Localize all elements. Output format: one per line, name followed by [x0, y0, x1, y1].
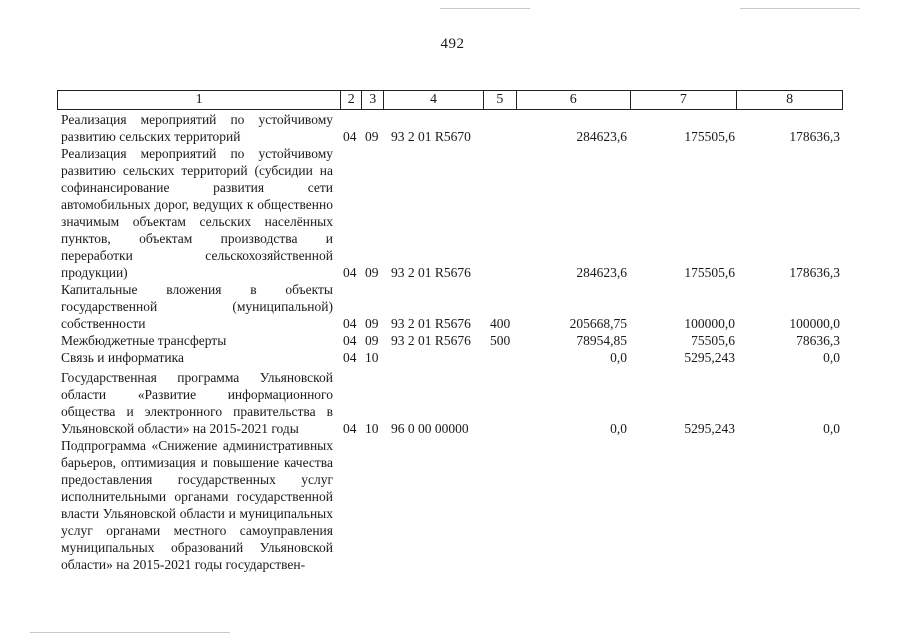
- row-value-col6: 284623,6: [576, 265, 627, 280]
- row-csr: 96 0 00 00000: [391, 421, 469, 436]
- row-value-col7: 175505,6: [684, 129, 735, 144]
- row-csr: 93 2 01 R5676: [391, 265, 471, 280]
- row-value-col8: 0,0: [823, 350, 840, 365]
- header-col-6: 6: [517, 91, 631, 109]
- row-vr: 400: [490, 316, 511, 331]
- header-col-7: 7: [631, 91, 738, 109]
- scan-artifact-bottom: [30, 632, 230, 633]
- header-col-2: 2: [341, 91, 362, 109]
- header-col-8: 8: [786, 92, 794, 107]
- row-value-col8: 178636,3: [789, 265, 840, 280]
- row-value-col7: 5295,243: [684, 350, 735, 365]
- row-rz: 04: [343, 350, 357, 365]
- row-value-col7: 75505,6: [691, 333, 735, 348]
- page-number: 492: [440, 36, 465, 52]
- row-vr: 500: [490, 333, 511, 348]
- row-value-col6: 78954,85: [576, 333, 627, 348]
- row-value-col6: 284623,6: [576, 129, 627, 144]
- header-col-3: 3: [362, 91, 384, 109]
- row-name: Подпрограмма «Снижение административных барьеров, оптимизация и повышение качества предоставления государственных услуг исполнительными органами государственной власти Ульяновской области и муниципальных услуг органами местного самоуправления муниципальных образований Ульяновской области» на 2015-2021 годы государствен-: [61, 438, 333, 572]
- scan-artifact-top: [440, 8, 530, 9]
- header-col-4: 4: [384, 91, 484, 109]
- row-name: Капитальные вложения в объекты государственной (муниципальной) собственности: [61, 282, 333, 331]
- row-value-col7: 100000,0: [684, 316, 735, 331]
- row-pr: 09: [365, 265, 379, 280]
- row-rz: 04: [343, 129, 357, 144]
- header-col-1: 1: [58, 91, 341, 109]
- row-value-col8: 178636,3: [789, 129, 840, 144]
- row-csr: 93 2 01 R5676: [391, 333, 471, 348]
- row-value-col6: 205668,75: [569, 316, 627, 331]
- row-value-col7: 5295,243: [684, 421, 735, 436]
- row-pr: 10: [365, 350, 379, 365]
- row-name: Реализация мероприятий по устойчивому развитию сельских территорий (субсидии на софинансирование развития сети автомобильных дорог, ведущих к общественно значимым объектам сельских населённых пунктов, объектам производства и переработки сельскохозяйственной продукции): [61, 146, 333, 280]
- row-name: Связь и информатика: [61, 350, 184, 365]
- row-pr: 09: [365, 333, 379, 348]
- row-rz: 04: [343, 316, 357, 331]
- row-value-col8: 100000,0: [789, 316, 840, 331]
- row-value-col7: 175505,6: [684, 265, 735, 280]
- row-value-col6: 0,0: [610, 421, 627, 436]
- row-name: Государственная программа Ульяновской области «Развитие информационного общества и электронного правительства в Ульяновской области» на 2015-2021 годы: [61, 370, 333, 436]
- row-rz: 04: [343, 265, 357, 280]
- row-csr: 93 2 01 R5676: [391, 316, 471, 331]
- header-col-5: 5: [484, 91, 517, 109]
- scan-artifact-top-right: [740, 8, 860, 9]
- row-csr: 93 2 01 R5670: [391, 129, 471, 144]
- row-name: Реализация мероприятий по устойчивому развитию сельских территорий: [61, 112, 333, 144]
- table-header-row: [57, 90, 843, 110]
- row-value-col6: 0,0: [610, 350, 627, 365]
- row-rz: 04: [343, 421, 357, 436]
- row-pr: 09: [365, 316, 379, 331]
- row-rz: 04: [343, 333, 357, 348]
- row-value-col8: 0,0: [823, 421, 840, 436]
- row-pr: 10: [365, 421, 379, 436]
- row-pr: 09: [365, 129, 379, 144]
- row-value-col8: 78636,3: [796, 333, 840, 348]
- row-name: Межбюджетные трансферты: [61, 333, 227, 348]
